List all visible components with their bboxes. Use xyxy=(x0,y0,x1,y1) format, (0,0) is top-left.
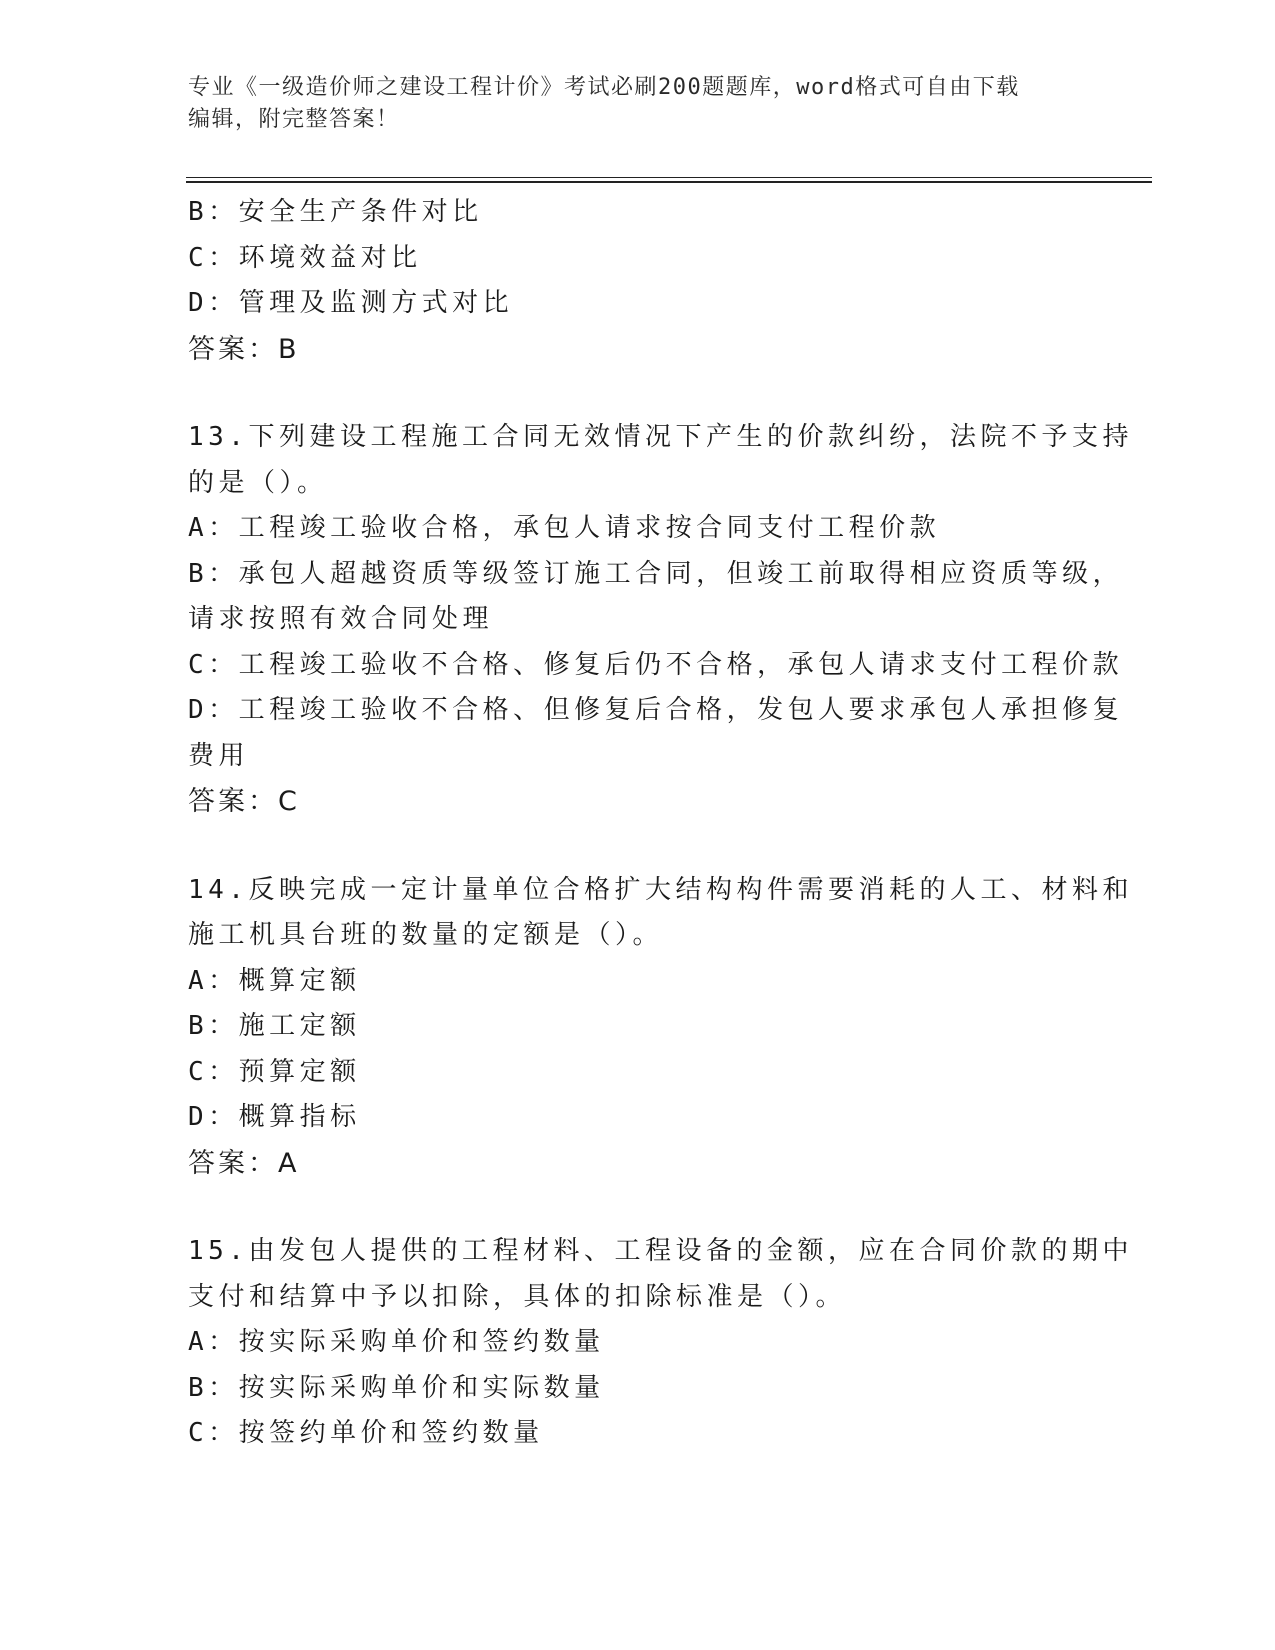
option-b: B：施工定额 xyxy=(188,1011,361,1041)
question-stem-cont: 支付和结算中予以扣除，具体的扣除标准是（）。 xyxy=(188,1281,847,1312)
spacer xyxy=(188,825,1078,868)
question-block-15 xyxy=(188,1229,1133,1457)
header-divider-thin xyxy=(186,177,1152,178)
option-c: C：环境效益对比 xyxy=(188,242,422,273)
option-a: A：按实际采购单价和签约数量 xyxy=(188,1327,605,1357)
header-line-1: 专业《一级造价师之建设工程计价》考试必刷200题题库，word格式可自由下载 xyxy=(188,75,1020,100)
option-b: B：承包人超越资质等级签订施工合同，但竣工前取得相应资质等级， xyxy=(188,558,1124,589)
question-block-prev xyxy=(188,190,1078,372)
option-c: C：预算定额 xyxy=(188,1056,361,1087)
question-stem: 14.反映完成一定计量单位合格扩大结构构件需要消耗的人工、材料和 xyxy=(188,874,1133,905)
option-a: A：工程竣工验收合格，承包人请求按合同支付工程价款 xyxy=(188,513,941,543)
option-c: C：按签约单价和签约数量 xyxy=(188,1418,544,1448)
option-d: D：工程竣工验收不合格、但修复后合格，发包人要求承包人承担修复 xyxy=(188,695,1124,725)
document-body xyxy=(188,190,1133,1457)
question-stem: 13.下列建设工程施工合同无效情况下产生的价款纠纷，法院不予支持 xyxy=(188,422,1133,452)
question-block-14 xyxy=(188,868,1133,1187)
question-stem-cont: 施工机具台班的数量的定额是（）。 xyxy=(188,920,664,950)
option-c: C：工程竣工验收不合格、修复后仍不合格，承包人请求支付工程价款 xyxy=(188,649,1124,680)
answer-label: 答案：C xyxy=(188,786,300,817)
header-divider-thick xyxy=(186,181,1152,183)
page-header xyxy=(188,72,1078,136)
option-d: D：管理及监测方式对比 xyxy=(188,288,514,318)
spacer xyxy=(188,1186,1078,1229)
option-b: B：安全生产条件对比 xyxy=(188,197,483,227)
header-line-2: 编辑，附完整答案！ xyxy=(188,107,400,132)
spacer xyxy=(188,372,1078,415)
question-block-13 xyxy=(188,415,1133,825)
option-d: D：概算指标 xyxy=(188,1102,361,1132)
option-a: A：概算定额 xyxy=(188,965,361,996)
option-b-cont: 请求按照有效合同处理 xyxy=(188,604,494,634)
answer-label: 答案：A xyxy=(188,1147,300,1179)
option-d-cont: 费用 xyxy=(188,740,250,771)
question-stem-cont: 的是（）。 xyxy=(188,467,328,498)
question-stem: 15.由发包人提供的工程材料、工程设备的金额，应在合同价款的期中 xyxy=(188,1236,1133,1266)
option-b: B：按实际采购单价和实际数量 xyxy=(188,1372,605,1403)
answer-label: 答案：B xyxy=(188,333,300,365)
